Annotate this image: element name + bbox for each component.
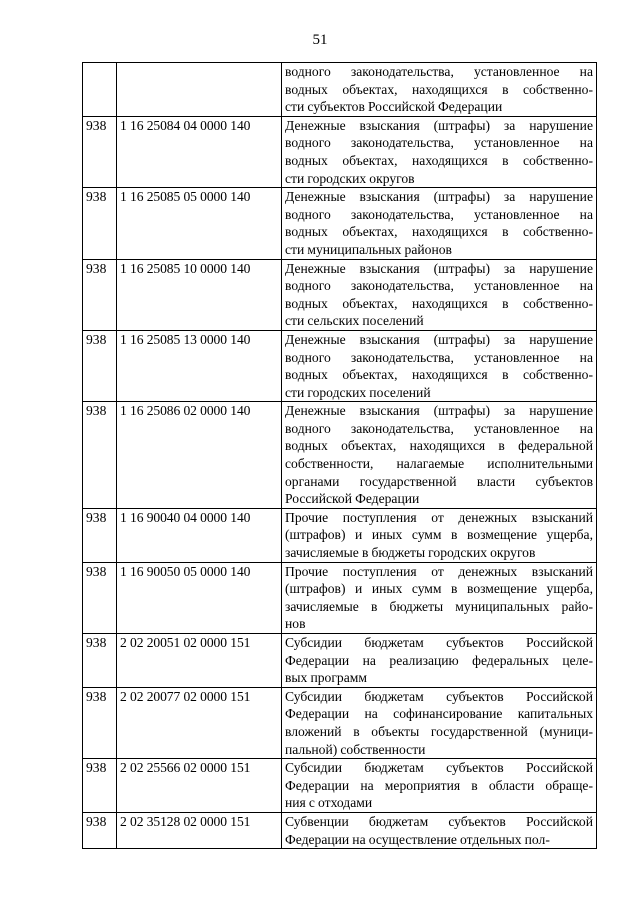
description-line: зачисляемые в бюджеты городских округов: [285, 545, 536, 561]
table-row: [83, 812, 597, 848]
description-line: Субсидии бюджетам субъектов Российской: [285, 635, 593, 650]
description-line: Российской Федерации: [285, 491, 420, 507]
description-line: (штрафов) и иных сумм в возмещение ущерба,: [285, 581, 593, 597]
description-line: водного законодательства, установленное на: [285, 349, 593, 365]
budget-code-cell: 1 16 25085 13 0000 140: [117, 330, 282, 401]
budget-code-cell: 1 16 25086 02 0000 140: [117, 402, 282, 509]
table-row: [83, 634, 597, 688]
table-row: [83, 508, 597, 562]
description-cell: [282, 634, 597, 688]
description-line: Прочие поступления от денежных взысканий: [285, 509, 593, 525]
description-line: зачисляемые в бюджеты муниципальных райо-: [285, 598, 593, 614]
description-line: Федерации на софинансирование капитальных: [285, 706, 593, 722]
description-line: пальной) собственности: [285, 741, 426, 757]
description-line: вложений в объекты государственной (муници-: [285, 723, 593, 739]
description-line: водного законодательства, установленное на: [285, 64, 593, 79]
table-row: [83, 759, 597, 813]
description-line: водного законодательства, установленное на: [285, 420, 593, 436]
budget-codes-table: [82, 62, 597, 849]
description-line: Федерации на мероприятия в области обраще-: [285, 777, 593, 793]
description-line: ния с отходами: [285, 795, 373, 811]
description-line: водных объектах, находящихся в собственно-: [285, 152, 593, 168]
description-line: (штрафов) и иных сумм в возмещение ущерба,: [285, 527, 593, 543]
budget-code-cell: 2 02 35128 02 0000 151: [117, 812, 282, 848]
table-row: [83, 402, 597, 509]
description-line: водных объектах, находящихся в собственно-: [285, 224, 593, 240]
description-line: сти городских поселений: [285, 384, 431, 400]
budget-code-cell: 2 02 25566 02 0000 151: [117, 759, 282, 813]
budget-code-cell: 2 02 20051 02 0000 151: [117, 634, 282, 688]
admin-code-cell: 938: [83, 188, 117, 259]
description-line: Денежные взыскания (штрафы) за нарушение: [285, 189, 593, 205]
description-line: водных объектах, находящихся в собственно-: [285, 81, 593, 97]
admin-code-cell: 938: [83, 634, 117, 688]
admin-code-cell: 938: [83, 759, 117, 813]
description-line: сти субъектов Российской Федерации: [285, 99, 503, 115]
budget-code-cell: 2 02 20077 02 0000 151: [117, 687, 282, 758]
description-cell: [282, 759, 597, 813]
description-line: сти сельских поселений: [285, 313, 424, 329]
budget-code-cell: 1 16 90040 04 0000 140: [117, 508, 282, 562]
table-row: [83, 63, 597, 117]
description-line: Денежные взыскания (штрафы) за нарушение: [285, 331, 593, 347]
description-line: Субсидии бюджетам субъектов Российской: [285, 760, 593, 776]
table-body: [83, 63, 597, 849]
description-cell: [282, 188, 597, 259]
budget-code-cell: 1 16 25085 10 0000 140: [117, 259, 282, 330]
table-row: [83, 330, 597, 401]
description-cell: [282, 402, 597, 509]
admin-code-cell: 938: [83, 330, 117, 401]
description-cell: [282, 812, 597, 848]
budget-code-cell: [117, 63, 282, 117]
table-row: [83, 259, 597, 330]
description-cell: [282, 330, 597, 401]
description-line: водного законодательства, установленное на: [285, 135, 593, 151]
description-line: сти городских округов: [285, 170, 415, 186]
description-line: Федерации на реализацию федеральных целе-: [285, 652, 593, 668]
table-row: [83, 562, 597, 633]
description-line: водных объектах, находящихся в собственно-: [285, 367, 593, 383]
description-line: Субсидии бюджетам субъектов Российской: [285, 688, 593, 704]
description-line: органами государственной власти субъектов: [285, 473, 593, 489]
admin-code-cell: 938: [83, 508, 117, 562]
budget-code-cell: 1 16 90050 05 0000 140: [117, 562, 282, 633]
description-line: нов: [285, 616, 306, 632]
description-line: водного законодательства, установленное на: [285, 278, 593, 294]
admin-code-cell: 938: [83, 812, 117, 848]
admin-code-cell: 938: [83, 116, 117, 187]
admin-code-cell: 938: [83, 259, 117, 330]
description-line: Денежные взыскания (штрафы) за нарушение: [285, 117, 593, 133]
page-number: 51: [312, 32, 328, 48]
admin-code-cell: 938: [83, 402, 117, 509]
admin-code-cell: 938: [83, 562, 117, 633]
table-row: [83, 687, 597, 758]
description-line: Прочие поступления от денежных взысканий: [285, 563, 593, 579]
description-line: Денежные взыскания (штрафы) за нарушение: [285, 260, 593, 276]
description-line: водных объектах, находящихся в собственно-: [285, 295, 593, 311]
admin-code-cell: 938: [83, 687, 117, 758]
description-line: Денежные взыскания (штрафы) за нарушение: [285, 403, 593, 419]
description-line: водного законодательства, установленное на: [285, 206, 593, 222]
description-line: Федерации на осуществление отдельных пол-: [285, 831, 550, 847]
description-cell: [282, 63, 597, 117]
description-cell: [282, 562, 597, 633]
description-line: собственности, налагаемые исполнительными: [285, 456, 593, 472]
table-row: [83, 116, 597, 187]
description-cell: [282, 508, 597, 562]
description-cell: [282, 259, 597, 330]
description-line: водных объектах, находящихся в федеральной: [285, 438, 593, 454]
description-cell: [282, 116, 597, 187]
description-line: вых программ: [285, 670, 367, 686]
budget-code-cell: 1 16 25084 04 0000 140: [117, 116, 282, 187]
description-line: сти муниципальных районов: [285, 241, 452, 257]
description-line: Субвенции бюджетам субъектов Российской: [285, 813, 593, 829]
description-cell: [282, 687, 597, 758]
table-row: [83, 188, 597, 259]
admin-code-cell: [83, 63, 117, 117]
budget-code-cell: 1 16 25085 05 0000 140: [117, 188, 282, 259]
